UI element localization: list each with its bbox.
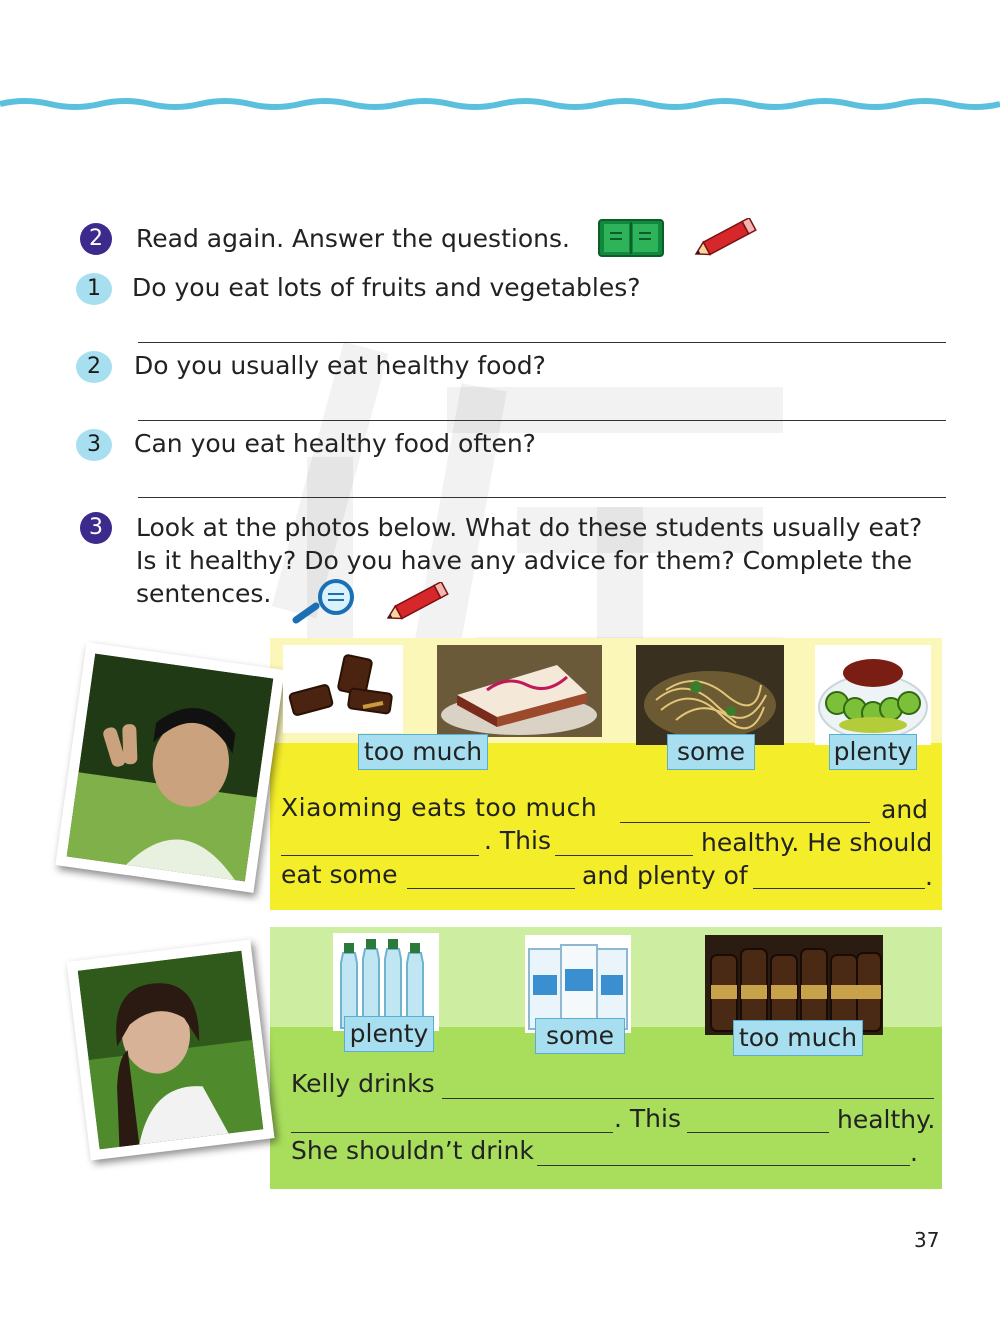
kelly-sentence-part-5: . [910,1138,918,1167]
xiaoming-blank-1[interactable] [620,822,870,823]
cake-image [437,645,602,737]
xiaoming-photo-image [67,653,274,881]
magnifier-icon [290,578,370,624]
exercise-3-number: 3 [80,512,112,544]
question-2-number: 2 [76,351,112,383]
xiaoming-blank-4[interactable] [407,888,575,889]
kelly-blank-3[interactable] [687,1132,829,1133]
exercise-2-instruction: Read again. Answer the questions. [136,224,570,253]
question-3-text: Can you eat healthy food often? [134,429,536,458]
xiaoming-sentence-part-3: . This [484,826,551,855]
kelly-photo [67,939,275,1160]
xiaoming-label-too-much: too much [358,734,488,770]
book-icon [598,218,664,258]
kelly-label-plenty: plenty [344,1016,434,1052]
cucumber-dish-image [815,645,931,745]
noodles-image [636,645,784,745]
question-1-number: 1 [76,273,112,305]
xiaoming-sentence-part-1: Xiaoming eats too much [281,793,598,822]
kelly-blank-1[interactable] [442,1098,934,1099]
xiaoming-sentence-part-4: healthy. He should [701,828,933,857]
kelly-blank-2[interactable] [291,1132,613,1133]
exercise-2-number: 2 [80,223,112,255]
xiaoming-blank-2[interactable] [281,855,479,856]
xiaoming-blank-3[interactable] [555,855,693,856]
xiaoming-sentence-part-5: eat some [281,860,398,889]
xiaoming-sentence-part-6: and plenty of [582,861,748,890]
kelly-blank-4[interactable] [537,1165,910,1166]
xiaoming-sentence-part-7: . [925,862,933,891]
question-2-answer-line[interactable] [138,420,946,421]
kelly-sentence-part-2: . This [614,1104,681,1133]
question-2-text: Do you usually eat healthy food? [134,351,546,380]
xiaoming-label-plenty: plenty [829,734,917,770]
question-1-text: Do you eat lots of fruits and vegetables? [132,273,641,302]
xiaoming-photo [55,642,284,893]
xiaoming-label-some: some [667,734,755,770]
question-3-number: 3 [76,429,112,461]
question-3-answer-line[interactable] [138,497,946,498]
question-1-answer-line[interactable] [138,342,946,343]
exercise-3-instruction-line-3: sentences. [136,579,272,608]
exercise-3-instruction-line-2: Is it healthy? Do you have any advice for them? Complete the [136,546,913,575]
kelly-sentence-part-3: healthy. [837,1105,936,1134]
exercise-3-instruction-line-1: Look at the photos below. What do these students usually eat? [136,513,923,542]
xiaoming-sentence-part-2: and [881,795,929,824]
pencil-icon [384,582,452,622]
kelly-label-some: some [535,1018,625,1054]
chocolate-image [283,645,403,733]
kelly-sentence-part-1: Kelly drinks [291,1069,435,1098]
kelly-sentence-part-4: She shouldn’t drink [291,1136,534,1165]
top-decorative-wave [0,92,1000,116]
pencil-icon [692,218,760,258]
kelly-label-too-much: too much [733,1020,863,1056]
xiaoming-blank-5[interactable] [753,888,925,889]
page-number: 37 [914,1228,940,1252]
kelly-photo-image [78,951,264,1150]
